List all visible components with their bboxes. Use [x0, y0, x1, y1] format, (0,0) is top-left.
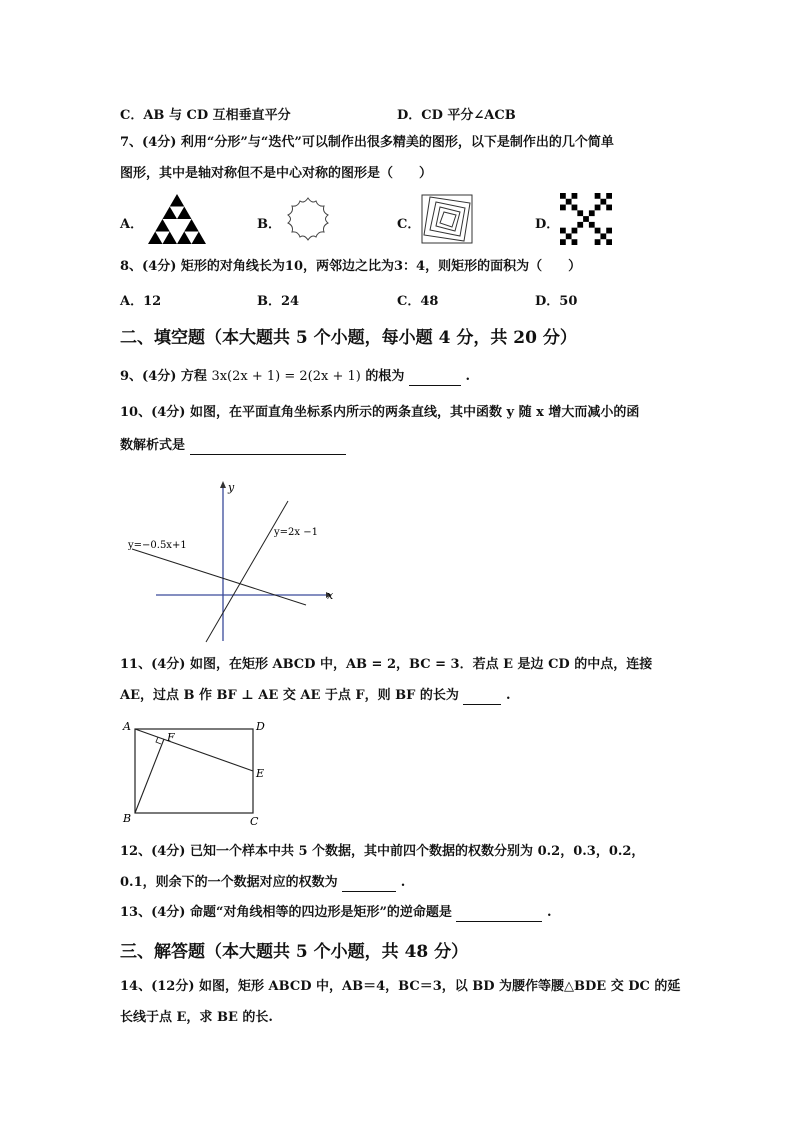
line-increasing-label: y=2x −1 [274, 527, 318, 538]
x-axis-label: x [327, 589, 334, 602]
q9-equation: 3x(2x + 1) = 2(2x + 1) [211, 369, 361, 384]
q13-end: . [546, 905, 552, 920]
checker-cross-fractal-icon [560, 193, 612, 245]
q7-label-b: B． [257, 217, 281, 232]
label-c: C [250, 815, 259, 828]
q7-label-d: D． [535, 217, 560, 232]
segment-ae [135, 729, 253, 771]
section-2-title: 二、填空题（本大题共 5 个小题，每小题 4 分，共 20 分） [120, 328, 577, 348]
q12-answer-blank[interactable] [342, 877, 396, 892]
q10-stem-line1: 10、(4分) 如图，在平面直角坐标系内所示的两条直线，其中函数 y 随 x 增大而减小的函 [120, 405, 640, 420]
q9-end: . [465, 369, 470, 384]
segment-bf [135, 739, 164, 813]
q9-answer-blank[interactable] [409, 371, 461, 386]
q7-label-a: A． [120, 217, 144, 232]
q11-rectangle-figure [120, 716, 270, 830]
q9-suffix: 的根为 [365, 369, 405, 384]
q8-option-c: C．48 [397, 294, 439, 309]
rectangle-abcd [135, 729, 253, 813]
y-axis-arrow [220, 481, 226, 488]
q10-stem-line2-text: 数解析式是 [120, 438, 186, 453]
q6-option-d: D．CD 平分∠ACB [397, 108, 516, 123]
q11-stem-line1: 11、(4分) 如图，在矩形 ABCD 中，AB = 2，BC = 3．若点 E 是边 CD 的中点，连接 [120, 657, 653, 672]
q13-prefix: 13、(4分) 命题“对角线相等的四边形是矩形”的逆命题是 [120, 905, 452, 920]
q12-stem-line1: 12、(4分) 已知一个样本中共 5 个数据，其中前四个数据的权数分别为 0.2，0.3，0.2， [120, 844, 645, 859]
q8-option-b: B．24 [257, 294, 300, 309]
label-a: A [123, 720, 131, 733]
line-decreasing [132, 549, 306, 605]
q7-stem-line2: 图形，其中是轴对称但不是中心对称的图形是（ ） [120, 166, 433, 181]
q12-stem-line2-text: 0.1，则余下的一个数据对应的权数为 [120, 875, 338, 890]
label-e: E [256, 767, 265, 780]
q10-stem-line2 [120, 437, 346, 455]
q11-end: . [505, 688, 511, 703]
q10-answer-blank[interactable] [190, 440, 346, 455]
label-d: D [256, 720, 265, 733]
q8-stem: 8、(4分) 矩形的对角线长为10，两邻边之比为3：4，则矩形的面积为（ ） [120, 259, 582, 274]
q6-option-c: C．AB 与 CD 互相垂直平分 [120, 108, 291, 123]
q8-option-d: D．50 [535, 294, 578, 309]
y-axis-label: y [228, 481, 235, 494]
line-increasing [206, 501, 288, 642]
q10-coordinate-graph [120, 476, 340, 646]
q14-stem-line1: 14、(12分) 如图，矩形 ABCD 中，AB＝4，BC＝3，以 BD 为腰作等腰△BDE 交 DC 的延 [120, 979, 681, 994]
rotating-squares-icon [420, 193, 474, 245]
q14-stem-line2: 长线于点 E，求 BE 的长. [120, 1010, 273, 1025]
q11-answer-blank[interactable] [463, 690, 501, 705]
koch-snowflake-icon [284, 195, 332, 243]
q13-line [120, 904, 552, 922]
q9-line [120, 368, 470, 386]
q11-stem-line2-text: AE，过点 B 作 BF ⊥ AE 交 AE 于点 F，则 BF 的长为 [120, 688, 459, 703]
line-decreasing-label: y=−0.5x+1 [128, 540, 187, 551]
label-f: F [167, 731, 175, 744]
q7-stem-line1: 7、(4分) 利用“分形”与“迭代”可以制作出很多精美的图形，以下是制作出的几个简单 [120, 135, 614, 150]
sierpinski-triangle-icon [146, 192, 208, 246]
q9-prefix: 9、(4分) 方程 [120, 369, 207, 384]
q11-stem-line2 [120, 687, 511, 705]
q8-option-a: A．12 [120, 294, 162, 309]
label-b: B [123, 812, 132, 825]
q7-label-c: C． [397, 217, 421, 232]
section-3-title: 三、解答题（本大题共 5 个小题，共 48 分） [120, 942, 469, 962]
q13-answer-blank[interactable] [456, 907, 542, 922]
q12-end: . [400, 875, 406, 890]
q12-stem-line2 [120, 874, 405, 892]
